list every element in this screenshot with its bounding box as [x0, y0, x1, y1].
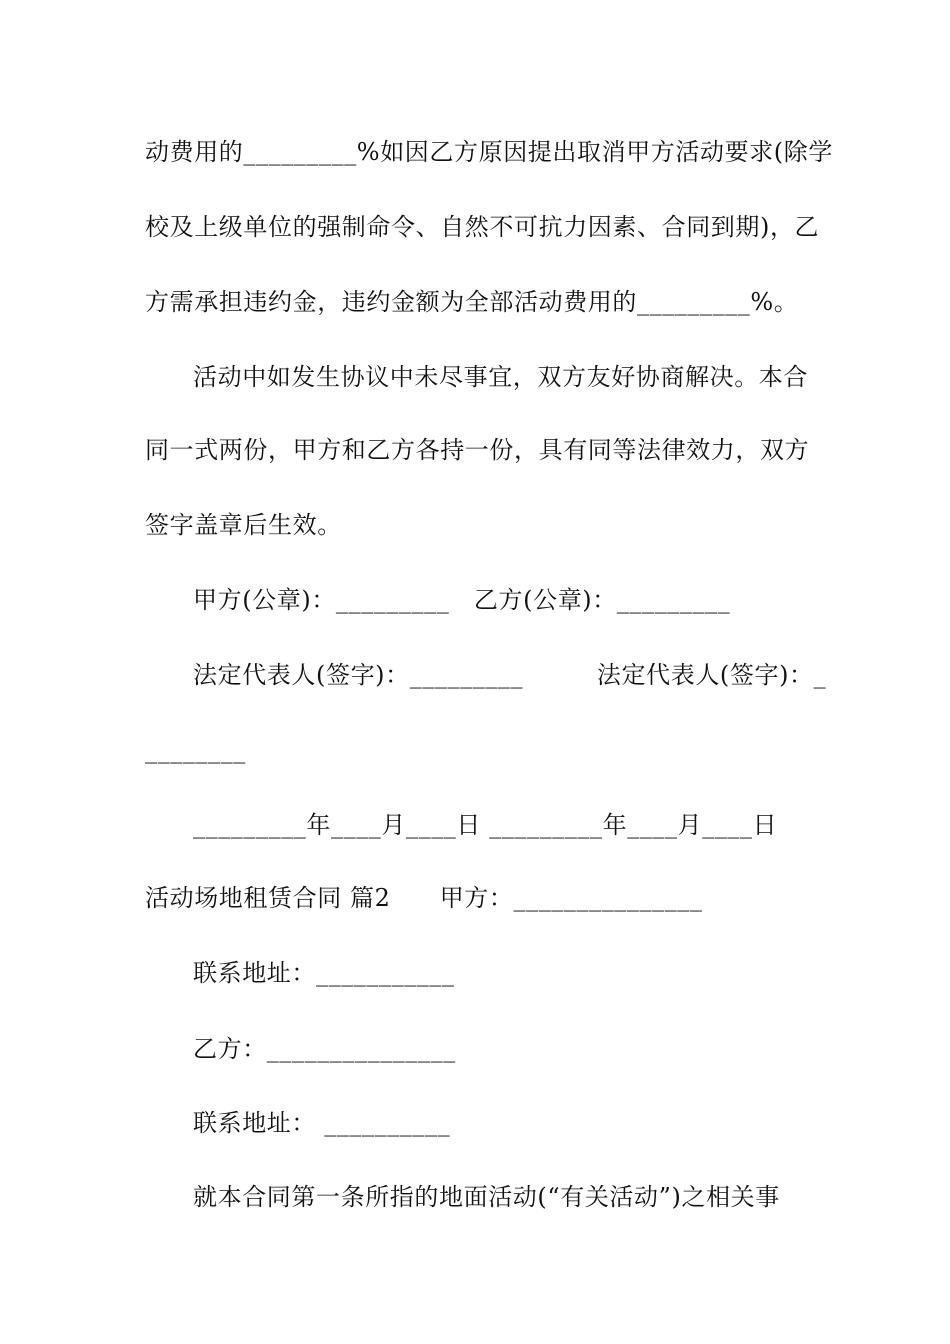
paragraph-line: 活动中如发生协议中未尽事宜，双方友好协商解决。本合: [193, 363, 808, 391]
party-a-address-line: 联系地址：___________: [193, 959, 455, 987]
paragraph-line: 就本合同第一条所指的地面活动(“有关活动”)之相关事: [193, 1183, 780, 1211]
date-line: _________年____月____日 _________年____月____日: [193, 811, 778, 839]
paragraph-line: 方需承担违约金，违约金额为全部活动费用的_________%。: [145, 288, 799, 316]
signature-line-continuation: ________: [145, 736, 246, 764]
paragraph-line: 校及上级单位的强制命令、自然不可抗力因素、合同到期)，乙: [145, 213, 820, 241]
paragraph-line: 动费用的_________%如因乙方原因提出取消甲方活动要求(除学: [145, 138, 833, 166]
paragraph-line: 同一式两份，甲方和乙方各持一份，具有同等法律效力，双方: [145, 436, 810, 464]
party-b-line: 乙方：_______________: [193, 1035, 456, 1063]
paragraph-line: 签字盖章后生效。: [145, 511, 342, 539]
signature-line-representative: 法定代表人(签字)：_________ 法定代表人(签字)：_: [193, 661, 827, 689]
signature-line-seal: 甲方(公章)：_________ 乙方(公章)：_________: [193, 586, 731, 614]
party-b-address-line: 联系地址： __________: [193, 1109, 451, 1137]
section-title-line: 活动场地租赁合同 篇2 甲方：_______________: [145, 884, 703, 912]
